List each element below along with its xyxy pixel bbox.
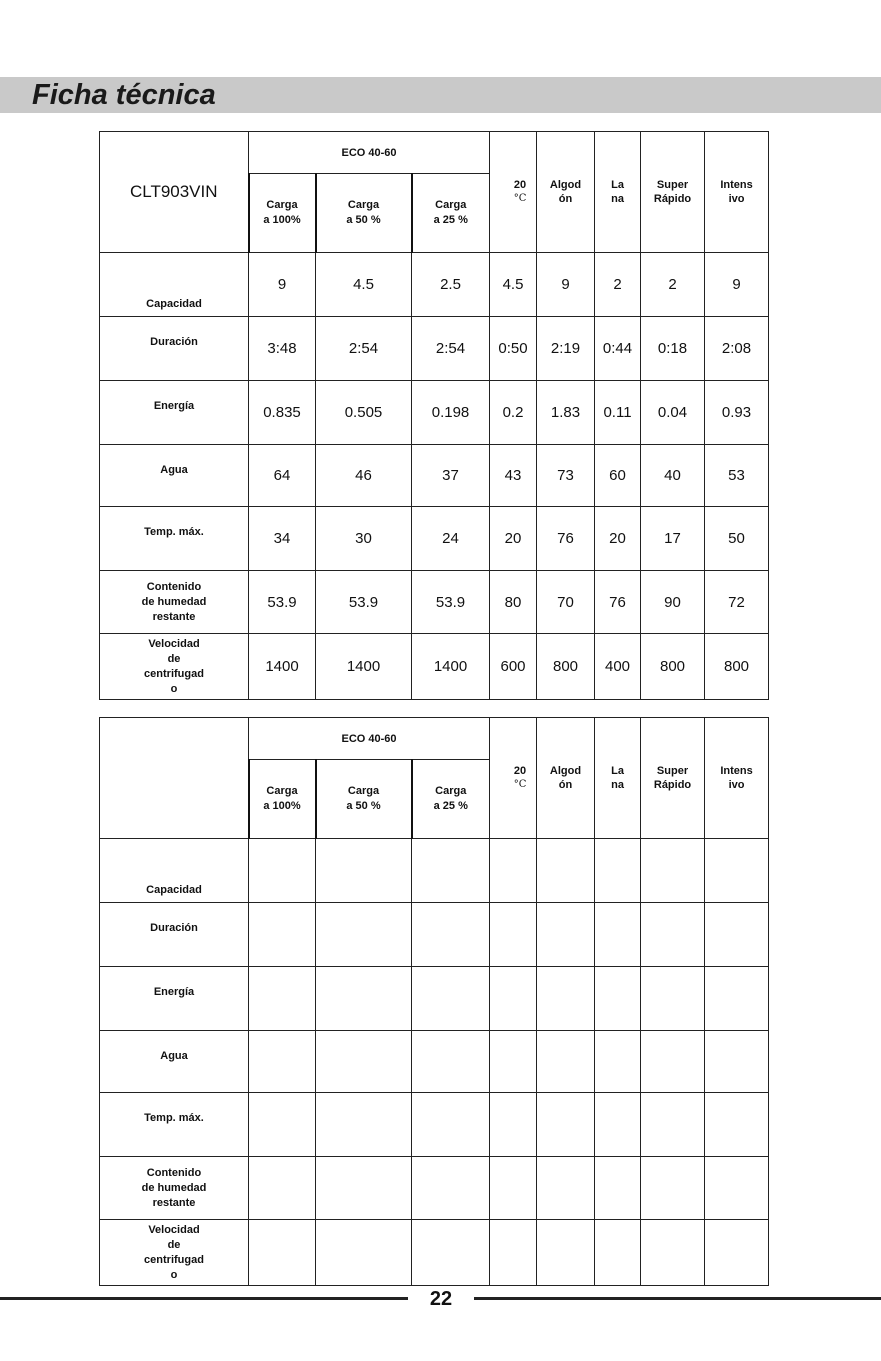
program-name-line: Algod bbox=[549, 179, 582, 191]
row-label-line: Contenido bbox=[146, 580, 202, 593]
table-cell bbox=[490, 903, 537, 967]
table-cell bbox=[490, 1093, 537, 1157]
header-row bbox=[100, 132, 769, 174]
table-cell: 0.11 bbox=[595, 381, 641, 445]
table-row bbox=[100, 634, 769, 700]
table-cell bbox=[490, 1157, 537, 1220]
table-cell: 4.5 bbox=[316, 253, 412, 317]
table-cell: 1.83 bbox=[537, 381, 595, 445]
table-cell bbox=[249, 1157, 316, 1220]
program-name-line: °C bbox=[513, 193, 527, 204]
row-label bbox=[100, 839, 249, 903]
spec-table-1 bbox=[99, 131, 769, 700]
table-cell: 800 bbox=[705, 634, 769, 700]
eco-load-header bbox=[249, 174, 316, 253]
table-cell: 76 bbox=[537, 507, 595, 571]
table-cell: 20 bbox=[595, 507, 641, 571]
table-cell: 1400 bbox=[316, 634, 412, 700]
table-cell bbox=[249, 1031, 316, 1093]
table-cell bbox=[595, 967, 641, 1031]
table-cell bbox=[641, 967, 705, 1031]
table-row bbox=[100, 839, 769, 903]
program-name-line: 20 bbox=[513, 179, 527, 191]
table-cell bbox=[641, 1093, 705, 1157]
row-label bbox=[100, 1220, 249, 1286]
table-cell bbox=[249, 967, 316, 1031]
eco-load-line: Carga bbox=[266, 785, 298, 797]
table-cell: 60 bbox=[595, 445, 641, 507]
eco-group-header: ECO 40-60 bbox=[249, 718, 490, 760]
table-cell bbox=[595, 1220, 641, 1286]
table-cell bbox=[641, 903, 705, 967]
table-row bbox=[100, 317, 769, 381]
row-label bbox=[100, 381, 249, 445]
model-cell bbox=[100, 718, 249, 839]
table-cell: 600 bbox=[490, 634, 537, 700]
program-header bbox=[705, 718, 769, 839]
row-label-line: centrifugad bbox=[144, 667, 204, 680]
program-name-line: ivo bbox=[728, 779, 745, 791]
table-row bbox=[100, 967, 769, 1031]
table-cell: 0.93 bbox=[705, 381, 769, 445]
eco-load-line: Carga bbox=[435, 199, 467, 211]
row-label bbox=[100, 967, 249, 1031]
row-label-line: Temp. máx. bbox=[144, 1112, 204, 1124]
eco-load-header bbox=[316, 174, 412, 253]
table-cell: 53.9 bbox=[412, 571, 490, 634]
table-cell bbox=[412, 1031, 490, 1093]
table-cell: 17 bbox=[641, 507, 705, 571]
table-cell: 9 bbox=[705, 253, 769, 317]
table-cell bbox=[316, 1220, 412, 1286]
eco-load-header bbox=[249, 760, 316, 839]
row-label-line: Energía bbox=[153, 986, 195, 998]
table-cell: 34 bbox=[249, 507, 316, 571]
row-label-line: restante bbox=[152, 1196, 196, 1209]
table-cell: 9 bbox=[537, 253, 595, 317]
table-cell: 2.5 bbox=[412, 253, 490, 317]
footer-rule-left bbox=[0, 1297, 408, 1300]
model-cell: CLT903VIN bbox=[100, 132, 249, 253]
program-name-line: ivo bbox=[728, 193, 745, 205]
row-label-line: de humedad bbox=[141, 595, 207, 608]
table-cell bbox=[641, 839, 705, 903]
spec-table-2 bbox=[99, 717, 769, 1286]
table-cell: 4.5 bbox=[490, 253, 537, 317]
table-cell bbox=[705, 967, 769, 1031]
eco-load-line: Carga bbox=[347, 785, 380, 797]
eco-group-header: ECO 40-60 bbox=[249, 132, 490, 174]
row-label-line: de bbox=[167, 1238, 181, 1251]
program-name-line: Algod bbox=[549, 765, 582, 777]
table-cell: 53.9 bbox=[249, 571, 316, 634]
row-label bbox=[100, 571, 249, 634]
page-number: 22 bbox=[429, 1288, 453, 1310]
table-cell: 80 bbox=[490, 571, 537, 634]
eco-load-line: a 100% bbox=[263, 214, 301, 226]
row-label bbox=[100, 317, 249, 381]
program-name-line: 20 bbox=[513, 765, 527, 777]
table-row bbox=[100, 903, 769, 967]
table-cell: 1400 bbox=[249, 634, 316, 700]
table-cell bbox=[490, 1031, 537, 1093]
program-header bbox=[595, 132, 641, 253]
table-row bbox=[100, 1157, 769, 1220]
row-label-line: Energía bbox=[153, 400, 195, 412]
table-cell: 40 bbox=[641, 445, 705, 507]
table-cell bbox=[412, 1220, 490, 1286]
table-cell: 2:54 bbox=[316, 317, 412, 381]
table-cell: 0.2 bbox=[490, 381, 537, 445]
table-cell: 20 bbox=[490, 507, 537, 571]
program-header bbox=[537, 718, 595, 839]
table-cell bbox=[316, 1031, 412, 1093]
program-header bbox=[705, 132, 769, 253]
row-label-line: de humedad bbox=[141, 1181, 207, 1194]
table-cell bbox=[641, 1031, 705, 1093]
table-cell: 0.505 bbox=[316, 381, 412, 445]
row-label bbox=[100, 903, 249, 967]
row-label-line: Velocidad bbox=[148, 637, 200, 650]
table-row bbox=[100, 571, 769, 634]
table-cell: 64 bbox=[249, 445, 316, 507]
program-name-line: Rápido bbox=[653, 193, 692, 205]
row-label-line: Agua bbox=[160, 464, 188, 476]
eco-load-line: Carga bbox=[266, 199, 298, 211]
row-label-line: Duración bbox=[150, 922, 198, 934]
eco-load-line: a 25 % bbox=[433, 214, 468, 226]
eco-load-header bbox=[412, 760, 490, 839]
table-cell: 53.9 bbox=[316, 571, 412, 634]
program-name-line: na bbox=[611, 193, 624, 205]
table-cell bbox=[537, 967, 595, 1031]
table-cell bbox=[595, 903, 641, 967]
row-label bbox=[100, 507, 249, 571]
row-label-line: centrifugad bbox=[144, 1253, 204, 1266]
table-cell bbox=[412, 903, 490, 967]
program-name-line: Rápido bbox=[653, 779, 692, 791]
table-cell bbox=[537, 839, 595, 903]
header-row bbox=[100, 718, 769, 760]
row-label-line: Capacidad bbox=[146, 884, 202, 896]
eco-load-header bbox=[316, 760, 412, 839]
table-cell: 2:19 bbox=[537, 317, 595, 381]
eco-load-line: a 25 % bbox=[433, 800, 468, 812]
table-cell: 2:08 bbox=[705, 317, 769, 381]
page-footer bbox=[0, 1288, 881, 1316]
row-label-line: Duración bbox=[150, 336, 198, 348]
program-header bbox=[641, 718, 705, 839]
row-label-line: Agua bbox=[160, 1050, 188, 1062]
section-title-bar bbox=[0, 77, 881, 113]
table-cell: 37 bbox=[412, 445, 490, 507]
row-label bbox=[100, 1157, 249, 1220]
table-cell: 43 bbox=[490, 445, 537, 507]
table-cell: 2:54 bbox=[412, 317, 490, 381]
table-cell bbox=[249, 839, 316, 903]
table-cell: 46 bbox=[316, 445, 412, 507]
table-cell bbox=[249, 1093, 316, 1157]
table-cell bbox=[316, 1093, 412, 1157]
table-cell bbox=[490, 967, 537, 1031]
table-cell bbox=[316, 967, 412, 1031]
table-cell bbox=[641, 1157, 705, 1220]
row-label-line: de bbox=[167, 652, 181, 665]
program-name-line: Intens bbox=[720, 765, 753, 777]
row-label-line: o bbox=[170, 682, 178, 695]
table-cell: 400 bbox=[595, 634, 641, 700]
table-cell: 800 bbox=[641, 634, 705, 700]
table-cell bbox=[705, 1031, 769, 1093]
table-cell bbox=[705, 1220, 769, 1286]
table-cell: 53 bbox=[705, 445, 769, 507]
row-label-line: Contenido bbox=[146, 1166, 202, 1179]
eco-load-header bbox=[412, 174, 490, 253]
table-cell: 73 bbox=[537, 445, 595, 507]
table-cell bbox=[705, 1157, 769, 1220]
table-cell: 1400 bbox=[412, 634, 490, 700]
row-label-line: Capacidad bbox=[146, 298, 202, 310]
program-name-line: ón bbox=[558, 779, 573, 791]
program-header bbox=[595, 718, 641, 839]
table-cell bbox=[412, 1157, 490, 1220]
table-row bbox=[100, 1031, 769, 1093]
table-cell: 800 bbox=[537, 634, 595, 700]
row-label bbox=[100, 1031, 249, 1093]
table-cell bbox=[412, 967, 490, 1031]
eco-load-line: a 50 % bbox=[346, 800, 381, 812]
table-cell: 0.04 bbox=[641, 381, 705, 445]
table-cell bbox=[641, 1220, 705, 1286]
table-cell: 9 bbox=[249, 253, 316, 317]
table-cell bbox=[316, 839, 412, 903]
table-cell: 0:18 bbox=[641, 317, 705, 381]
row-label-line: restante bbox=[152, 610, 196, 623]
program-name-line: La bbox=[611, 765, 624, 777]
table-row bbox=[100, 1093, 769, 1157]
row-label bbox=[100, 253, 249, 317]
table-cell: 0:44 bbox=[595, 317, 641, 381]
table-cell bbox=[537, 1031, 595, 1093]
table-cell: 30 bbox=[316, 507, 412, 571]
table-cell bbox=[537, 1220, 595, 1286]
table-cell bbox=[490, 839, 537, 903]
program-name-line: na bbox=[611, 779, 624, 791]
page-title: Ficha técnica bbox=[32, 79, 216, 111]
table-cell bbox=[705, 903, 769, 967]
eco-load-line: Carga bbox=[347, 199, 380, 211]
table-cell: 50 bbox=[705, 507, 769, 571]
table-cell bbox=[490, 1220, 537, 1286]
program-name-line: Super bbox=[656, 179, 689, 191]
row-label bbox=[100, 1093, 249, 1157]
table-row bbox=[100, 381, 769, 445]
row-label-line: Velocidad bbox=[148, 1223, 200, 1236]
row-label bbox=[100, 634, 249, 700]
table-cell bbox=[249, 1220, 316, 1286]
table-cell: 24 bbox=[412, 507, 490, 571]
table-cell: 76 bbox=[595, 571, 641, 634]
program-header bbox=[537, 132, 595, 253]
table-cell bbox=[705, 1093, 769, 1157]
row-label bbox=[100, 445, 249, 507]
table-cell bbox=[249, 903, 316, 967]
eco-load-line: Carga bbox=[435, 785, 467, 797]
table-cell: 90 bbox=[641, 571, 705, 634]
table-row bbox=[100, 507, 769, 571]
table-row bbox=[100, 445, 769, 507]
table-cell: 2 bbox=[641, 253, 705, 317]
table-row bbox=[100, 1220, 769, 1286]
table-cell: 0:50 bbox=[490, 317, 537, 381]
table-cell: 72 bbox=[705, 571, 769, 634]
table-cell bbox=[412, 839, 490, 903]
table-cell bbox=[705, 839, 769, 903]
program-name-line: Intens bbox=[720, 179, 753, 191]
eco-load-line: a 100% bbox=[263, 800, 301, 812]
program-name-line: La bbox=[611, 179, 624, 191]
program-name-line: Super bbox=[656, 765, 689, 777]
table-cell bbox=[537, 1093, 595, 1157]
table-cell: 2 bbox=[595, 253, 641, 317]
table-cell bbox=[595, 1093, 641, 1157]
program-header bbox=[490, 718, 537, 839]
table-row bbox=[100, 253, 769, 317]
eco-load-line: a 50 % bbox=[346, 214, 381, 226]
program-header bbox=[641, 132, 705, 253]
program-name-line: °C bbox=[513, 779, 527, 790]
footer-rule-right bbox=[474, 1297, 881, 1300]
table-cell bbox=[412, 1093, 490, 1157]
table-cell bbox=[537, 1157, 595, 1220]
table-cell: 3:48 bbox=[249, 317, 316, 381]
program-header bbox=[490, 132, 537, 253]
row-label-line: Temp. máx. bbox=[144, 526, 204, 538]
table-cell bbox=[537, 903, 595, 967]
table-cell bbox=[316, 903, 412, 967]
table-cell bbox=[595, 1157, 641, 1220]
table-cell: 0.198 bbox=[412, 381, 490, 445]
program-name-line: ón bbox=[558, 193, 573, 205]
table-cell bbox=[595, 839, 641, 903]
table-cell: 70 bbox=[537, 571, 595, 634]
table-cell bbox=[595, 1031, 641, 1093]
table-cell: 0.835 bbox=[249, 381, 316, 445]
row-label-line: o bbox=[170, 1268, 178, 1281]
table-cell bbox=[316, 1157, 412, 1220]
